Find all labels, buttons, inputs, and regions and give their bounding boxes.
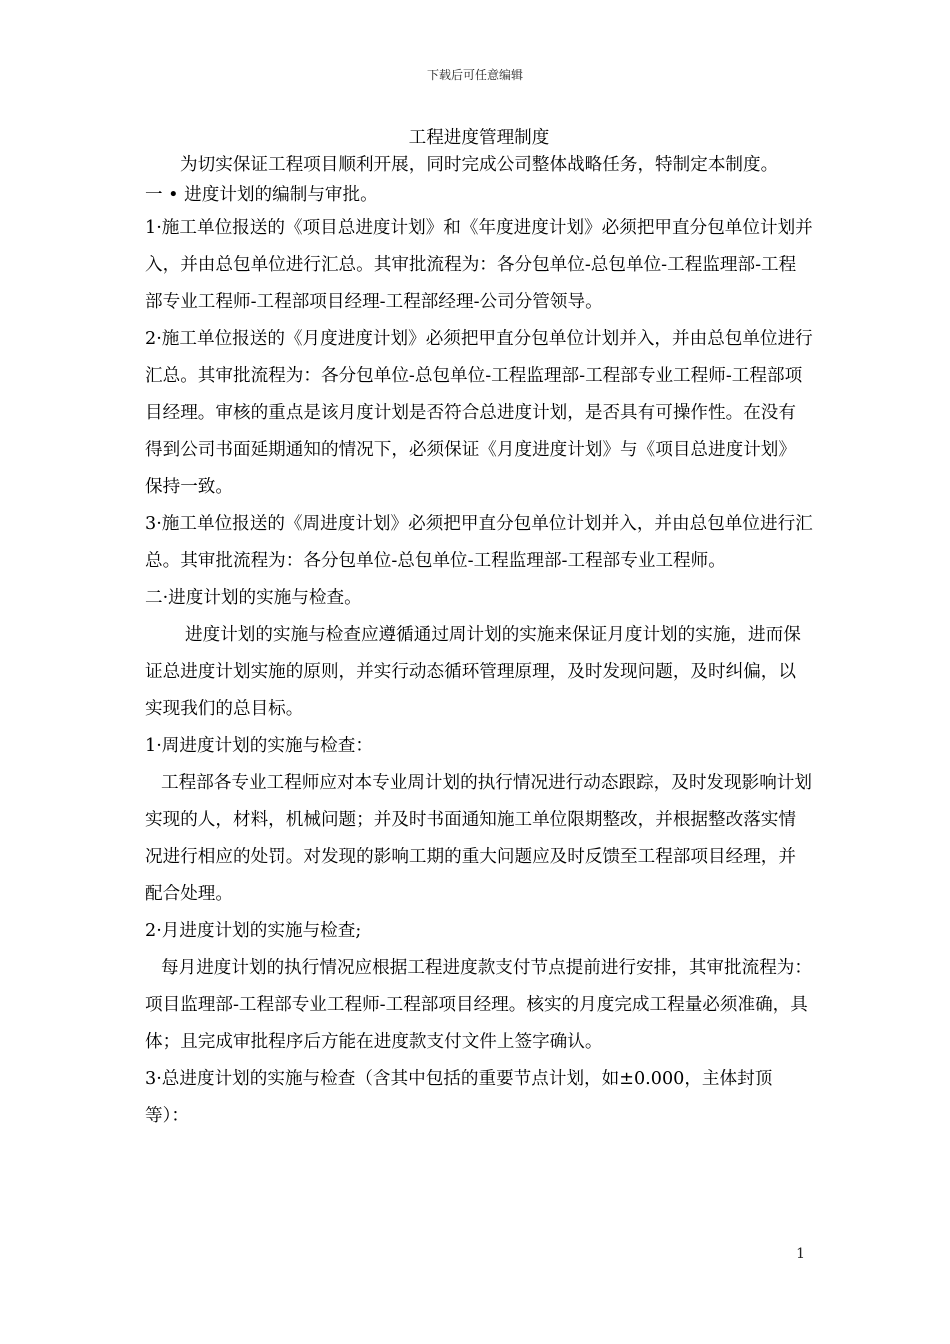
page-header: 下载后可任意编辑 [426, 68, 523, 82]
section2-heading: 二·进度计划的实施与检查。 [145, 588, 362, 608]
section1-item3: 3·施工单位报送的《周进度计划》必须把甲直分包单位计划并入，并由总包单位进行汇总。其审批流程为：各分包单位-总包单位-工程监理部-工程部专业工程师。 [145, 514, 813, 571]
lead-paragraph: 为切实保证工程项目顺利开展，同时完成公司整体战略任务，特制定本制度。 [180, 155, 779, 175]
section2-sub2-body: 每月进度计划的执行情况应根据工程进度款支付节点提前进行安排，其审批流程为：项目监理部-工程部专业工程师-工程部项目经理。核实的月度完成工程量必须准确，具体；且完成审批程序后方能在进度款支付文件上签字确认。 [145, 958, 812, 1052]
section1-item1: 1·施工单位报送的《项目总进度计划》和《年度进度计划》必须把甲直分包单位计划并入，并由总包单位进行汇总。其审批流程为：各分包单位-总包单位-工程监理部-工程部专业工程师-工程部项目经理-工程部经理-公司分管领导。 [145, 218, 813, 312]
document-body [145, 124, 813, 1135]
section2-sub1-body: 工程部各专业工程师应对本专业周计划的执行情况进行动态跟踪，及时发现影响计划实现的人，材料，机械问题；并及时书面通知施工单位限期整改，并根据整改落实情况进行相应的处罚。对发现的影响工期的重大问题应及时反馈至工程部项目经理，并配合处理。 [145, 773, 812, 904]
section2-sub1-heading: 1·周进度计划的实施与检查： [145, 736, 373, 756]
section2-intro: 进度计划的实施与检查应遵循通过周计划的实施来保证月度计划的实施，进而保证总进度计划实施的原则，并实行动态循环管理原理，及时发现问题，及时纠偏，以实现我们的总目标。 [145, 625, 801, 719]
section2-sub2-heading: 2·月进度计划的实施与检查; [145, 921, 362, 941]
page-number: 1 [796, 1246, 805, 1262]
document-title: 工程进度管理制度 [408, 128, 550, 148]
section2-sub3-heading: 3·总进度计划的实施与检查（含其中包括的重要节点计划，如±0.000，主体封顶等）： [145, 1069, 773, 1126]
section1-heading: 一 • 进度计划的编制与审批。 [145, 185, 378, 205]
section1-item2: 2·施工单位报送的《月度进度计划》必须把甲直分包单位计划并入，并由总包单位进行汇总。其审批流程为：各分包单位-总包单位-工程监理部-工程部专业工程师-工程部项目经理。审核的重点是该月度计划是否符合总进度计划，是否具有可操作性。在没有得到公司书面延期通知的情况下，必须保证《月度进度计划》与《项目总进度计划》保持一致。 [145, 329, 813, 497]
